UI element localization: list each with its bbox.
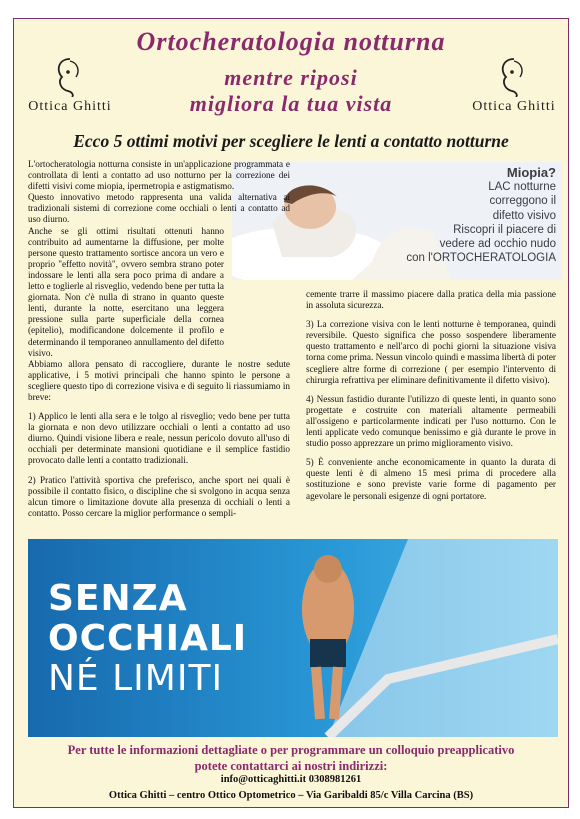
- reason-3: 3) La correzione visiva con le lenti notturne è temporanea, quindi reversibile. Questo significa che posso sospendere liberamente questo trattamento e nell'arco di pochi giorni la situazione visiva torna come prima. Nessun vincolo quindi e massima libertà di poter scegliere altre forme di correzione ( per esempio l'intervento di chirurgia refrattiva per eliminare definitivamente il difetto visivo).: [306, 319, 556, 385]
- hero-line-5: Riscopri il piacere di: [453, 223, 556, 236]
- reason-2: 2) Pratico l'attività sportiva che preferisco, anche sport nei quali è possibile il contatto fisico, o discipline che si svolgono in acqua senza alcun timore o limitazione dovute alla presenza di occhiali o lenti a contatto. Posso cercare la miglior performance o sempli-: [28, 474, 290, 518]
- logo-right-text: Ottica Ghitti: [472, 99, 556, 114]
- headline-line-1: Ortocheratologia notturna: [136, 27, 446, 56]
- reason-5: 5) È conveniente anche economicamente in quanto la durata di queste lenti è di almeno 15 mesi prima di procedere alla sostituzione e sono previste varie forme di pagamento per agevolare le personali esigenze di ogni portatore.: [306, 457, 556, 501]
- face-logo-icon: [48, 57, 92, 97]
- subtitle: Ecco 5 ottimi motivi per scegliere le lenti a contatto notturne: [73, 131, 509, 151]
- banner-line-2: OCCHIALI: [48, 618, 248, 659]
- body-paragraph: Questo innovativo metodo rappresenta una valida alternativa ai tradizionali sistemi di correzione come occhiali o lenti a contatto ad uso diurno.: [28, 192, 290, 225]
- body-paragraph: cemente trarre il massimo piacere dalla pratica della mia passione in assoluta sicurezza.: [306, 289, 556, 311]
- logo-left: [22, 57, 118, 117]
- footer-email-phone[interactable]: info@otticaghitti.it 0308981261: [220, 774, 362, 785]
- banner-headline: [48, 579, 247, 699]
- banner-line-1: SENZA: [48, 578, 188, 619]
- reason-1: 1) Applico le lenti alla sera e le tolgo al risveglio; vedo bene per tutta la giornata e non devo utilizzare occhiali o lenti a contatto ad uso diurno. Quindi visione libera e reale, nessun pericolo dovuto all'uso di occhiali per determinate mansioni quotidiane e il semplice fastidio provocato dalle lenti a contatto tradizionali.: [28, 411, 290, 466]
- headline-line-2: mentre riposi: [224, 65, 358, 90]
- footer-info-line: Per tutte le informazioni dettagliate o per programmare un colloquio preapplicativo: [67, 743, 515, 757]
- headline-line-3: migliora la tua vista: [189, 91, 393, 116]
- body-paragraph: Anche se gli ottimi risultati ottenuti hanno contribuito ad aumentarne la diffusione, per molte persone questo trattamento sortisce ancora un vero e proprio "effetto novità", ovvero sembra strano poter indossare le lenti alla sera poco prima di andare a letto e toglierle al risveglio, vedendo bene per tutta la giornata. Non c'è nulla di strano in quanto queste lenti, durante la notte, esercitano una leggera pressione sulla parte superficiale della cornea (epitelio), modificandone dolcemente il profilo e determinando il temporaneo annullamento del difetto visivo.: [28, 225, 224, 358]
- hero-line-2: LAC notturne: [488, 181, 556, 194]
- hero-line-3: correggono il: [489, 195, 556, 208]
- left-column: [28, 159, 290, 519]
- right-column: [306, 289, 556, 502]
- footer-address: Ottica Ghitti – centro Ottico Optometrico – Via Garibaldi 85/c Villa Carcina (BS): [108, 790, 474, 801]
- reason-4: 4) Nessun fastidio durante l'utilizzo di queste lenti, in quanto sono progettate e costruite con materiali altamente permeabili all'ossigeno e particolarmente indicati per l'uso notturno. Con le lenti applicate vedo comunque benissimo e già durante le prove in studio posso apprezzare un primo miglioramento visivo.: [306, 393, 556, 449]
- hero-line-1: Miopia?: [506, 165, 556, 180]
- hero-line-7: con l'ORTOCHERATOLOGIA: [406, 252, 556, 265]
- body-paragraph: L'ortocheratologia notturna consiste in un'applicazione programmata e controllata di lenti a contatto ad uso notturno per la correzione dei difetti visivi come miopia, ipermetropia e astigmatismo.: [28, 159, 290, 192]
- logo-left-text: Ottica Ghitti: [28, 99, 112, 114]
- banner-image: [28, 539, 558, 737]
- logo-right: [466, 57, 562, 117]
- face-logo-icon: [492, 57, 536, 97]
- hero-line-6: vedere ad occhio nudo: [439, 238, 556, 251]
- hero-line-4: difetto visivo: [492, 209, 556, 222]
- flyer-page: [13, 18, 569, 808]
- banner-line-3: NÉ LIMITI: [48, 658, 224, 699]
- body-paragraph: Abbiamo allora pensato di raccogliere, durante le nostre sedute applicative, i 5 motivi principali che hanno spinto le persone a scegliere questo tipo di correzione visiva e di seguito li riassumiamo in breve:: [28, 358, 290, 402]
- hero-caption: [406, 166, 556, 265]
- footer-contact-line: potete contattarci ai nostri indirizzi:: [194, 759, 388, 773]
